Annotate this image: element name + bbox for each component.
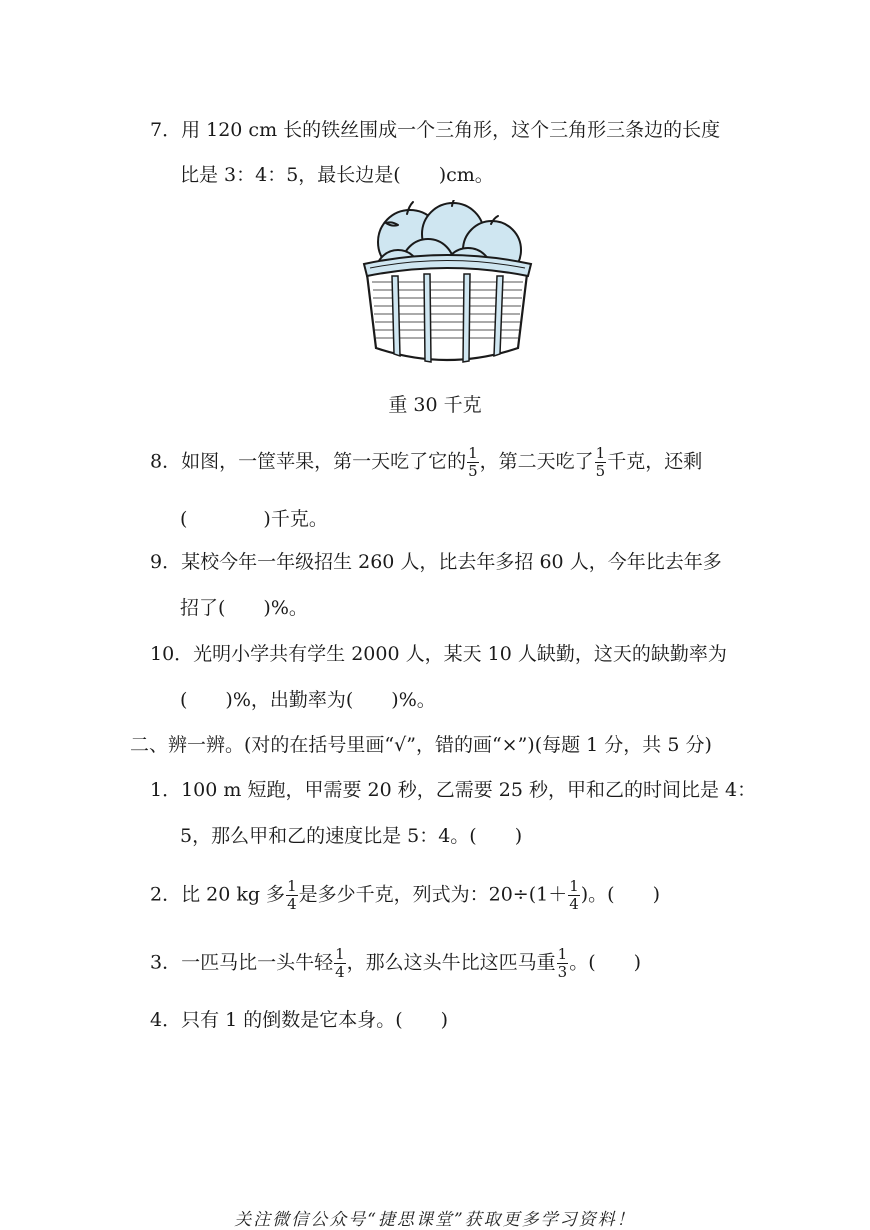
s2-item2-text-a: 2．比 20 kg 多 — [150, 883, 286, 906]
s2-item2-text-c: )。( ) — [580, 883, 661, 906]
q8-text-c: 千克，还剩 — [607, 450, 703, 473]
fraction: $\frac{1}{5}$ — [468, 444, 478, 480]
q10-line2: ( )%，出勤率为( )%。 — [180, 689, 436, 711]
q8-text-b: ，第二天吃了 — [479, 450, 594, 473]
fraction: $\frac{1}{4}$ — [569, 877, 579, 913]
s2-item3-text-b: ，那么这头牛比这匹马重 — [346, 951, 556, 974]
s2-item3-text-c: 。( ) — [569, 951, 642, 974]
q10-line1: 10．光明小学共有学生 2000 人，某天 10 人缺勤，这天的缺勤率为 — [150, 643, 727, 665]
q7-line2: 比是 3：4：5，最长边是( )cm。 — [180, 164, 494, 186]
s2-item3 — [150, 946, 641, 981]
basket-body — [366, 259, 528, 360]
s2-item1-line2: 5，那么甲和乙的速度比是 5：4。( ) — [180, 825, 523, 847]
s2-item3-text-a: 3．一匹马比一头牛轻 — [150, 951, 334, 974]
figure-caption: 重 30 千克 — [388, 394, 482, 416]
apple-basket-illustration — [360, 200, 535, 372]
q8-text-a: 8．如图，一筐苹果，第一天吃了它的 — [150, 450, 467, 473]
q8-line2: ( )千克。 — [180, 508, 328, 530]
fraction: $\frac{1}{4}$ — [287, 877, 297, 913]
q9-line2: 招了( )%。 — [180, 597, 308, 619]
fraction: $\frac{1}{5}$ — [595, 444, 606, 480]
s2-item2 — [150, 878, 660, 913]
q7-line1: 7．用 120 cm 长的铁丝围成一个三角形，这个三角形三条边的长度 — [150, 119, 721, 141]
footer-note: 关注微信公众号“捷思课堂”获取更多学习资料！ — [234, 1210, 636, 1230]
fraction: $\frac{1}{3}$ — [557, 945, 568, 981]
fraction: $\frac{1}{4}$ — [335, 945, 345, 981]
q8-line1 — [150, 445, 702, 480]
s2-item1-line1: 1．100 m 短跑，甲需要 20 秒，乙需要 25 秒，甲和乙的时间比是 4： — [150, 779, 757, 801]
section2-heading: 二、辨一辨。(对的在括号里画“√”，错的画“×”)(每题 1 分，共 5 分) — [130, 734, 712, 756]
s2-item4: 4．只有 1 的倒数是它本身。( ) — [150, 1009, 449, 1031]
q9-line1: 9．某校今年一年级招生 260 人，比去年多招 60 人，今年比去年多 — [150, 551, 722, 573]
s2-item2-text-b: 是多少千克，列式为：20÷(1＋ — [298, 883, 568, 906]
